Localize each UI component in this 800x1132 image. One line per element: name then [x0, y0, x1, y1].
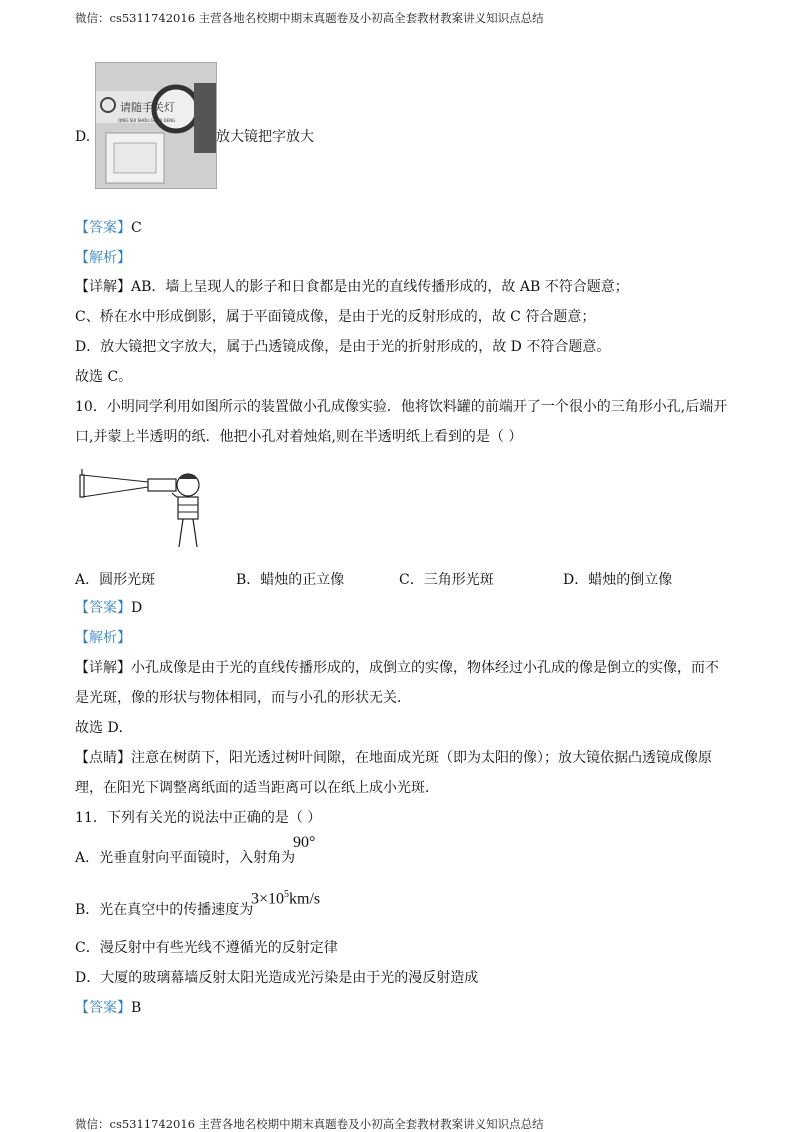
q10-analysis: 【解析】 — [75, 630, 131, 646]
q10-answer-tag: 答案 — [89, 600, 117, 616]
q11-answer-tag: 答案 — [89, 1000, 117, 1016]
q10-comment-1-text: 注意在树荫下，阳光透过树叶间隙，在地面成光斑（即为太阳的像）；放大镜依据凸透镜成像原 — [131, 750, 712, 766]
q11-answer: 【答案】B — [75, 1000, 142, 1016]
q9-analysis-tag: 解析 — [89, 250, 117, 266]
q10-detail-1: 【详解】小孔成像是由于光的直线传播形成的，成倒立的实像，物体经过小孔成的像是倒立的实像，而不 — [75, 660, 719, 676]
q11-option-b-math-exp: 5 — [284, 889, 290, 900]
magnifier-photo — [95, 62, 217, 189]
q9-option-d-text: 放大镜把字放大 — [216, 129, 314, 145]
q10-comment-1: 【点睛】注意在树荫下，阳光透过树叶间隙，在地面成光斑（即为太阳的像）；放大镜依据凸透镜成像原 — [75, 750, 712, 766]
q10-comment-tag: 点睛 — [89, 750, 117, 766]
pinhole-drawing — [76, 465, 211, 550]
magnifier-photo-image — [96, 63, 216, 188]
q10-option-a: A．圆形光斑 — [75, 572, 156, 588]
q10-option-d: D．蜡烛的倒立像 — [563, 572, 673, 588]
q9-answer: 【答案】C — [75, 220, 142, 236]
q10-stem-2: 口,并蒙上半透明的纸．他把小孔对着烛焰,则在半透明纸上看到的是（ ） — [75, 429, 523, 445]
q11-option-b: B．光在真空中的传播速度为 — [75, 902, 254, 918]
q11-option-a-math: 90° — [293, 834, 316, 851]
q10-detail-1-text: 小孔成像是由于光的直线传播形成的，成倒立的实像，物体经过小孔成的像是倒立的实像，而不 — [131, 660, 719, 676]
q10-stem-1: 10．小明同学利用如图所示的装置做小孔成像实验．他将饮料罐的前端开了一个很小的三角形小孔,后端开 — [75, 399, 728, 415]
q11-option-b-math-unit: km/s — [289, 890, 321, 908]
q9-answer-value: C — [131, 220, 142, 236]
q10-conclusion: 故选 D． — [75, 720, 133, 736]
q9-detail-1: 【详解】AB．墙上呈现人的影子和日食都是由光的直线传播形成的，故 AB 不符合题意； — [75, 279, 629, 295]
q9-detail-3: D．放大镜把文字放大，属于凸透镜成像，是由于光的折射形成的，故 D 不符合题意。 — [75, 339, 611, 355]
q10-detail-2: 是光斑，像的形状与物体相同，而与小孔的形状无关． — [75, 690, 411, 706]
q9-conclusion: 故选 C。 — [75, 369, 133, 385]
q11-option-d: D．大厦的玻璃幕墙反射太阳光造成光污染是由于光的漫反射造成 — [75, 970, 479, 986]
q9-detail-2: C、桥在水中形成倒影，属于平面镜成像，是由于光的反射形成的，故 C 符合题意； — [75, 309, 596, 325]
photo-sign-sub: QING SUI SHOU GUAN DENG — [118, 118, 176, 123]
q10-option-b: B．蜡烛的正立像 — [236, 572, 345, 588]
q11-option-b-math — [251, 889, 320, 908]
pinhole-experiment-figure — [76, 465, 211, 550]
q11-option-b-math-base: 3×10 — [251, 890, 285, 908]
q9-detail-tag: 详解 — [89, 279, 117, 295]
q10-answer-value: D — [131, 600, 143, 616]
q10-comment-2: 理，在阳光下调整离纸面的适当距离可以在纸上成小光斑． — [75, 780, 439, 796]
q11-option-c: C．漫反射中有些光线不遵循光的反射定律 — [75, 940, 338, 956]
page-footer: 微信：cs5311742016 主营各地名校期中期末真题卷及小初高全套教材教案讲义知识点总结 — [75, 1117, 544, 1131]
q11-option-a: A．光垂直射向平面镜时，入射角为 — [75, 850, 296, 866]
q10-detail-tag: 详解 — [89, 660, 117, 676]
q11-answer-value: B — [131, 1000, 142, 1016]
q10-answer: 【答案】D — [75, 600, 143, 616]
q9-detail-1-text: AB．墙上呈现人的影子和日食都是由光的直线传播形成的，故 AB 不符合题意； — [131, 279, 629, 295]
q11-stem: 11．下列有关光的说法中正确的是（ ） — [75, 810, 322, 826]
photo-sign-text: 请随手关灯 — [120, 101, 175, 114]
q9-analysis: 【解析】 — [75, 250, 131, 266]
q9-option-d-label: D. — [75, 129, 91, 145]
q10-option-c: C．三角形光斑 — [399, 572, 494, 588]
page-header: 微信：cs5311742016 主营各地名校期中期末真题卷及小初高全套教材教案讲义知识点总结 — [75, 11, 544, 25]
q10-analysis-tag: 解析 — [89, 630, 117, 646]
q9-answer-tag: 答案 — [89, 220, 117, 236]
